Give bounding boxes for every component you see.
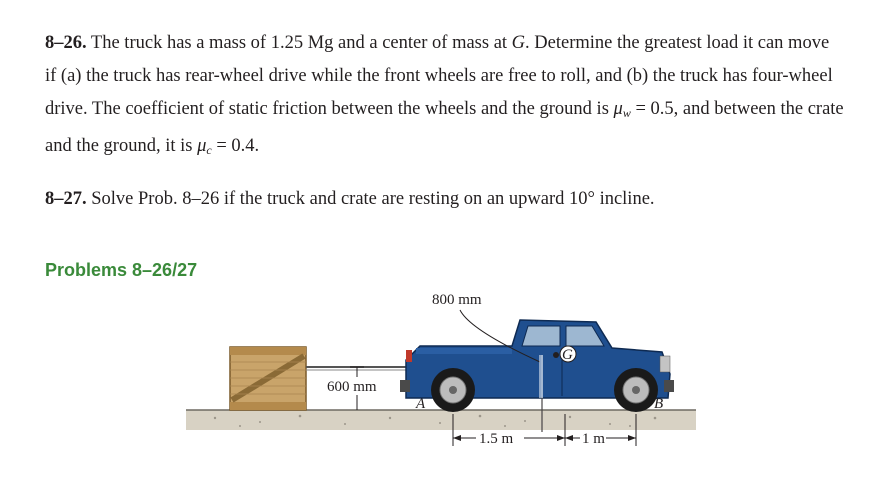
dim-600-label: 600 mm (327, 379, 377, 395)
text-segment: Solve Prob. 8–26 if the truck and crate are resting on an upward (86, 189, 570, 209)
dim-800-label: 800 mm (432, 292, 482, 308)
incline-angle: 10° (569, 189, 595, 209)
ground (186, 410, 696, 430)
dim-1m-label: 1 m (582, 431, 605, 447)
text-segment: . Determine the greatest load it can move if (a) the truck has rear-wheel drive while the front wheels are free to roll, and (b) the truck has four-wheel drive. The coefficient of static friction between the wheels and the ground is (45, 33, 833, 119)
dim-1-5m-label: 1.5 m (479, 431, 514, 447)
subscript-c: c (206, 143, 212, 157)
text-segment: , and between the crate and the ground, it is (45, 99, 844, 156)
text-segment: incline. (594, 189, 655, 209)
dimension-600mm (323, 367, 389, 410)
symbol-mu: μ (197, 136, 207, 156)
problem-number: 8–27. (45, 189, 87, 209)
crate (230, 347, 306, 410)
figure-title: Problems 8–26/27 (45, 260, 198, 280)
label-B: B (654, 396, 664, 412)
mu-c-value: = 0.4 (211, 136, 255, 156)
problem-number: 8–26. (45, 33, 87, 53)
subscript-w: w (622, 106, 631, 120)
problem-8-27-text (45, 183, 845, 216)
symbol-mu: μ (613, 99, 623, 119)
truck-crate-figure (0, 280, 876, 478)
symbol-G: G (511, 33, 526, 53)
label-G: G (562, 347, 573, 363)
mu-w-value: = 0.5 (630, 99, 674, 119)
front-wheel (614, 368, 658, 412)
pickup-truck (400, 320, 674, 412)
text-segment: The truck has a mass of 1.25 Mg and a center of mass at (86, 33, 512, 53)
label-A: A (416, 396, 426, 412)
problem-8-26-text (45, 27, 845, 167)
text-segment: . (254, 136, 260, 156)
rear-wheel (431, 368, 475, 412)
